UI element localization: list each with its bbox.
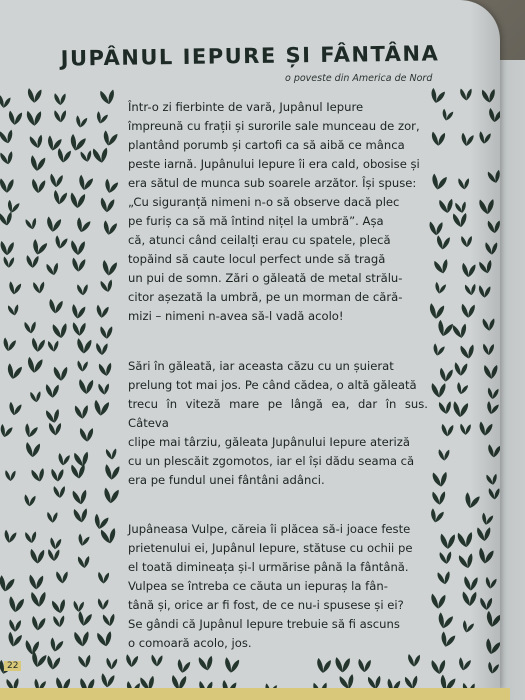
leaf-sprout-icon	[453, 212, 468, 228]
leaf-sprout-icon	[46, 655, 60, 670]
leaf-sprout-icon	[93, 514, 109, 531]
leaf-sprout-icon	[453, 401, 468, 417]
leaf-sprout-icon	[46, 216, 61, 232]
leaf-sprout-icon	[100, 279, 114, 294]
leaf-sprout-icon	[431, 594, 445, 609]
leaf-sprout-icon	[0, 150, 14, 165]
leaf-sprout-icon	[80, 150, 93, 163]
leaf-sprout-icon	[224, 657, 239, 673]
leaf-sprout-icon	[79, 379, 94, 394]
leaf-sprout-icon	[7, 632, 23, 648]
leaf-sprout-icon	[198, 655, 214, 672]
leaf-sprout-icon	[72, 489, 88, 506]
leaf-sprout-icon	[32, 179, 46, 194]
leaf-sprout-icon	[100, 527, 117, 545]
leaf-sprout-icon	[0, 178, 14, 193]
leaf-sprout-icon	[335, 657, 350, 673]
leaf-sprout-icon	[100, 325, 113, 339]
leaf-sprout-icon	[456, 382, 469, 395]
leaf-sprout-icon	[28, 88, 42, 103]
leaf-sprout-icon	[24, 494, 36, 506]
page-edge-band	[0, 688, 510, 700]
leaf-sprout-icon	[49, 422, 62, 436]
leaf-sprout-icon	[102, 613, 116, 627]
leaf-sprout-icon	[439, 631, 456, 648]
leaf-sprout-icon	[441, 109, 454, 122]
leaf-sprout-icon	[358, 659, 370, 672]
page-subtitle: o poveste din America de Nord	[285, 73, 433, 84]
leaf-sprout-icon	[8, 596, 24, 613]
leaf-sprout-icon	[98, 362, 112, 377]
leaf-sprout-icon	[106, 448, 118, 461]
leaf-sprout-icon	[25, 217, 38, 230]
leaf-sprout-icon	[408, 654, 420, 667]
leaf-sprout-icon	[77, 338, 92, 354]
leaf-sprout-icon	[4, 256, 15, 267]
leaf-sprout-icon	[54, 109, 67, 123]
leaf-sprout-icon	[71, 240, 85, 255]
leaf-sprout-icon	[151, 654, 162, 666]
leaf-sprout-icon	[440, 533, 455, 549]
leaf-sprout-icon	[27, 110, 42, 126]
leaf-sprout-icon	[77, 175, 93, 192]
leaf-sprout-icon	[77, 360, 87, 371]
paragraph-2: Sări în găleată, iar aceasta căzu cu un șuierat prelung tot mai jos. Pe când cădea, o altă găleată trecu în viteză mare pe lângă ea, dar în sus. Câteva clipe mai târziu, găleata Jupânului Iepure ateriză cu un plescăit zgomotos, iar el își dădu seama că era pe fundul unei fântâni adânci.	[128, 359, 428, 487]
leaf-sprout-icon	[75, 217, 91, 234]
leaf-sprout-icon	[29, 134, 44, 150]
leaf-sprout-icon	[100, 88, 116, 105]
leaf-sprout-icon	[442, 424, 454, 437]
leaf-sprout-icon	[436, 320, 453, 338]
leaf-sprout-icon	[45, 408, 61, 424]
leaf-sprout-icon	[102, 260, 117, 276]
leaf-sprout-icon	[0, 424, 13, 439]
leaf-sprout-icon	[68, 134, 86, 153]
leaf-sprout-icon	[431, 173, 448, 190]
leaf-sprout-icon	[100, 197, 114, 212]
leaf-sprout-icon	[101, 673, 115, 688]
leaf-sprout-icon	[0, 129, 15, 145]
leaf-sprout-icon	[436, 235, 450, 250]
leaf-sprout-icon	[429, 221, 443, 235]
leaf-sprout-icon	[48, 549, 60, 562]
leaf-sprout-icon	[52, 322, 68, 339]
leaf-sprout-icon	[438, 400, 452, 415]
leaf-sprout-icon	[439, 198, 455, 215]
leaf-sprout-icon	[51, 468, 64, 482]
leaf-sprout-icon	[49, 299, 63, 314]
leaf-sprout-icon	[437, 612, 454, 630]
leaf-sprout-icon	[71, 304, 86, 319]
leaf-sprout-icon	[105, 464, 120, 480]
leaf-sprout-icon	[96, 305, 109, 319]
leaf-sprout-icon	[31, 591, 47, 608]
leaf-sprout-icon	[30, 155, 46, 171]
leaf-sprout-icon	[26, 255, 38, 268]
leaf-sprout-icon	[27, 357, 43, 374]
leaf-sprout-icon	[8, 111, 22, 126]
leaf-sprout-icon	[0, 575, 15, 593]
leaf-sprout-icon	[106, 658, 117, 670]
leaf-sprout-icon	[30, 549, 44, 564]
leaf-sprout-icon	[77, 611, 92, 627]
leaf-sprout-icon	[78, 654, 92, 669]
leaf-sprout-icon	[8, 281, 21, 295]
leaf-sprout-icon	[70, 192, 85, 208]
leaf-sprout-icon	[431, 659, 446, 675]
leaf-sprout-icon	[74, 404, 89, 420]
leaf-sprout-icon	[31, 616, 45, 631]
paragraph-1: Într-o zi fierbinte de vară, Jupânul Iepure împreună cu frații și surorile sale munceau de zor, plantând porumb și cartofi ca să aibă ce mânca peste iarnă. Jupânului Iepure îi era cald, obosise și era sătul de munca sub soarele arzător. Își spuse: „Cu siguranță nimeni n-o să observe dacă plec pe furiș ca să mă întind nițel la umbră”. Așa că, atunci când ceilalți erau cu spatele, plecă topăind să caute locul perfect unde să tragă un pui de somn. Zări o găleată de metal strălu- citor așezată la umbră, pe un morman de cără- mizi – nimeni n-avea să-l vadă acolo!	[128, 100, 420, 323]
leaf-sprout-icon	[431, 382, 446, 398]
leaf-sprout-icon	[98, 572, 109, 584]
page-number: 22	[4, 661, 21, 671]
paragraph-3: Jupâneasa Vulpe, căreia îi plăcea să-i joace feste prietenului ei, Jupânul Iepure, stătuse cu ochii pe el toată dimineața și-l urmărise până la fântână. Vulpea se întreba ce căuta un iepuraș la fân- tână și, orice ar fi fost, de ce nu-i spusese și ei? Se gândi că Jupânul Iepure trebuie să fi ascuns o comoară acolo, jos.	[128, 522, 413, 650]
leaf-sprout-icon	[57, 453, 70, 466]
leaf-sprout-icon	[432, 490, 446, 505]
leaf-sprout-icon	[29, 574, 43, 589]
leaf-sprout-icon	[50, 174, 63, 188]
leaf-sprout-icon	[51, 598, 67, 614]
leaf-sprout-icon	[74, 450, 90, 467]
leaf-sprout-icon	[95, 111, 108, 125]
leaf-sprout-icon	[73, 507, 88, 523]
leaf-sprout-icon	[98, 598, 109, 609]
leaf-sprout-icon	[25, 530, 38, 543]
leaf-sprout-icon	[31, 338, 45, 353]
leaf-sprout-icon	[432, 343, 445, 357]
leaf-sprout-icon	[33, 281, 46, 294]
leaf-sprout-icon	[8, 303, 20, 316]
leaf-sprout-icon	[434, 282, 446, 295]
leaf-sprout-icon	[30, 390, 42, 403]
leaf-sprout-icon	[94, 400, 110, 416]
leaf-sprout-icon	[452, 322, 468, 339]
leaf-sprout-icon	[316, 658, 331, 674]
leaf-sprout-icon	[26, 640, 39, 654]
leaf-sprout-icon	[5, 470, 16, 481]
leaf-sprout-icon	[53, 366, 68, 382]
leaf-sprout-icon	[74, 601, 84, 612]
page-curl-shadow	[470, 0, 500, 690]
leaf-sprout-icon	[53, 615, 66, 628]
leaf-sprout-icon	[9, 619, 21, 632]
leaf-sprout-icon	[6, 363, 22, 380]
leaf-sprout-icon	[3, 530, 16, 544]
leaf-sprout-icon	[47, 511, 58, 523]
leaf-sprout-icon	[102, 130, 118, 147]
leaf-sprout-icon	[8, 402, 22, 416]
leaf-sprout-icon	[56, 571, 69, 584]
leaf-sprout-icon	[103, 179, 118, 195]
leaf-sprout-icon	[80, 427, 94, 442]
leaf-sprout-icon	[31, 239, 48, 256]
leaf-sprout-icon	[0, 211, 14, 227]
leaf-sprout-icon	[48, 340, 60, 352]
leaf-sprout-icon	[437, 570, 451, 585]
leaf-sprout-icon	[429, 508, 444, 524]
leaf-sprout-icon	[75, 115, 88, 128]
leaf-sprout-icon	[49, 637, 64, 653]
leaf-sprout-icon	[97, 630, 114, 648]
leaf-sprout-icon	[126, 654, 139, 667]
leaf-sprout-icon	[77, 533, 90, 547]
leaf-sprout-icon	[31, 467, 46, 483]
leaf-sprout-icon	[74, 630, 90, 647]
leaf-sprout-icon	[102, 220, 117, 236]
leaf-sprout-icon	[53, 190, 68, 205]
leaf-sprout-icon	[54, 93, 66, 106]
leaf-sprout-icon	[71, 463, 86, 479]
leaf-sprout-icon	[429, 88, 445, 105]
leaf-sprout-icon	[73, 322, 87, 336]
leaf-sprout-icon	[434, 258, 450, 275]
leaf-sprout-icon	[54, 235, 68, 250]
leaf-sprout-icon	[1, 241, 14, 255]
leaf-sprout-icon	[46, 384, 60, 398]
leaf-sprout-icon	[439, 551, 453, 565]
leaf-sprout-icon	[72, 258, 86, 272]
leaf-sprout-icon	[24, 320, 37, 334]
leaf-sprout-icon	[6, 200, 20, 214]
leaf-sprout-icon	[96, 342, 108, 355]
leaf-sprout-icon	[458, 177, 470, 190]
leaf-sprout-icon	[455, 362, 468, 376]
leaf-sprout-icon	[438, 449, 449, 461]
leaf-sprout-icon	[429, 303, 444, 319]
leaf-sprout-icon	[455, 201, 468, 214]
leaf-sprout-icon	[46, 262, 60, 276]
leaf-sprout-icon	[432, 132, 445, 146]
leaf-sprout-icon	[57, 148, 71, 163]
leaf-sprout-icon	[104, 488, 119, 504]
leaf-sprout-icon	[98, 383, 110, 396]
page-title: JUPÂNUL IEPURE ȘI FÂNTÂNA	[60, 41, 440, 71]
leaf-sprout-icon	[176, 659, 190, 674]
leaf-sprout-icon	[53, 485, 66, 498]
leaf-sprout-icon	[432, 471, 448, 488]
leaf-sprout-icon	[439, 368, 453, 382]
leaf-sprout-icon	[23, 423, 38, 439]
leaf-sprout-icon	[78, 555, 91, 569]
leaf-sprout-icon	[77, 283, 89, 295]
leaf-sprout-icon	[0, 95, 11, 108]
leaf-sprout-icon	[2, 337, 16, 352]
leaf-sprout-icon	[92, 146, 109, 163]
leaf-sprout-icon	[50, 537, 62, 549]
leaf-sprout-icon	[26, 442, 40, 457]
